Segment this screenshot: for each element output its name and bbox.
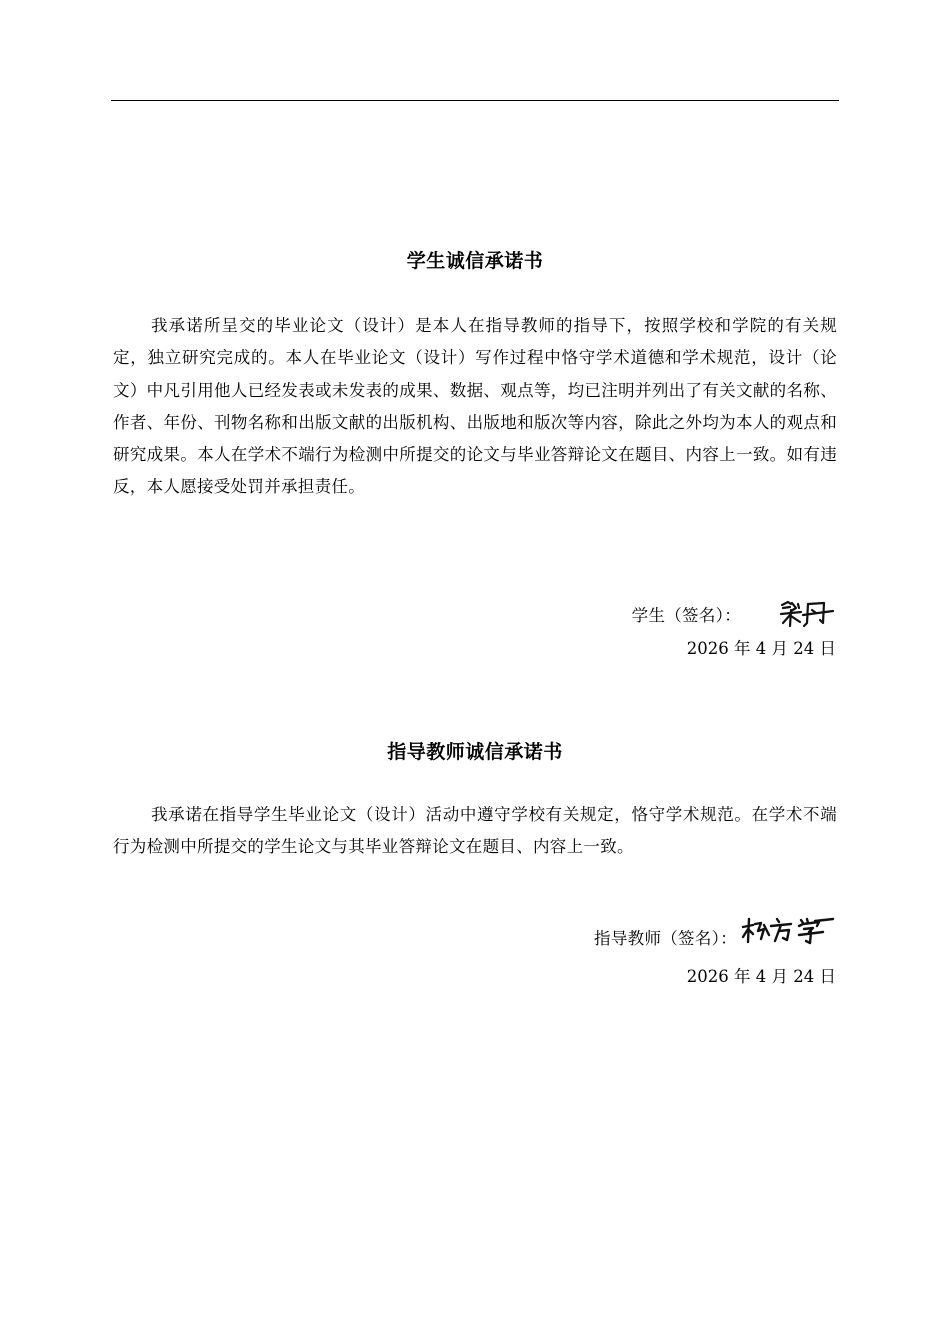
- student-sign-date: 2026 年 4 月 24 日: [686, 639, 836, 658]
- header-rule: [111, 100, 839, 101]
- student-signature-label: 学生（签名）：: [631, 606, 741, 625]
- student-commitment-title: 学生诚信承诺书: [406, 250, 544, 272]
- teacher-signature-label: 指导教师（签名）：: [594, 929, 737, 948]
- teacher-commitment-title: 指导教师诚信承诺书: [387, 741, 563, 763]
- student-signature-line: [632, 599, 837, 629]
- teacher-handwritten-signature: [741, 915, 837, 947]
- teacher-commitment-body: 我承诺在指导学生毕业论文（设计）活动中遵守学校有关规定，恪守学术规范。在学术不端行为检测中所提交的学生论文与其毕业答辩论文在题目、内容上一致。: [113, 805, 837, 857]
- teacher-sign-date: 2026 年 4 月 24 日: [686, 967, 836, 986]
- student-commitment-body: 我承诺所呈交的毕业论文（设计）是本人在指导教师的指导下，按照学校和学院的有关规定，独立研究完成的。本人在毕业论文（设计）写作过程中恪守学术道德和学术规范，设计（论文）中凡引用他人已经发表或未发表的成果、数据、观点等，均已注明并列出了有关文献的名称、作者、年份、刊物名称和出版文献的出版机构、出版地和版次等内容，除此之外均为本人的观点和研究成果。本人在学术不端行为检测中所提交的论文与毕业答辩论文在题目、内容上一致。如有违反，本人愿接受处罚并承担责任。: [113, 316, 837, 497]
- teacher-signature-line: [594, 925, 837, 949]
- student-handwritten-signature: [779, 599, 837, 629]
